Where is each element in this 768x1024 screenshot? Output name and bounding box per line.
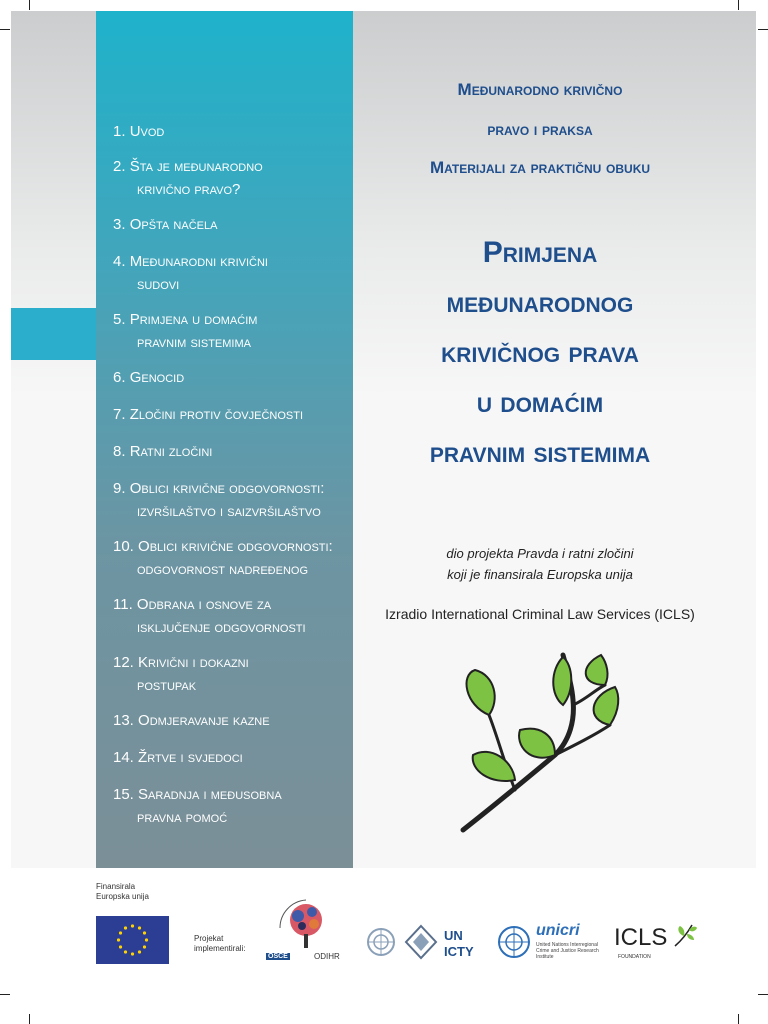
icty-label: ICTY xyxy=(444,944,474,959)
icls-subtitle: FOUNDATION xyxy=(618,954,651,960)
author-credit: Izradio International Criminal Law Services (ICLS) xyxy=(385,606,695,622)
crop-mark xyxy=(738,0,739,10)
crop-mark xyxy=(0,29,10,30)
crop-mark xyxy=(29,1014,30,1024)
icls-label: ICLS xyxy=(614,924,668,951)
table-of-contents xyxy=(113,120,353,829)
toc-item: 9. Oblici krivične odgovornosti: izvršilaštvo i saizvršilaštvo xyxy=(113,480,325,520)
toc-item: 11. Odbrana i osnove za isključenje odgovornosti xyxy=(113,596,306,636)
toc-item: 15. Saradnja i međusobna pravna pomoć xyxy=(113,786,282,826)
crop-mark xyxy=(738,1014,739,1024)
osce-label: OSCE xyxy=(268,953,288,960)
funded-by-label: Finansirala Europska unija xyxy=(96,882,149,901)
un-label: UN xyxy=(444,928,463,943)
toc-item: 5. Primjena u domaćim pravnim sistemima xyxy=(113,311,258,351)
series-title-line2: pravo i praksa xyxy=(487,120,593,139)
eu-flag-logo xyxy=(96,916,169,964)
toc-item: 8. Ratni zločini xyxy=(113,443,213,460)
crop-mark xyxy=(758,994,768,995)
implemented-by-label: Projekat implementirali: xyxy=(194,934,246,953)
toc-highlight-tab xyxy=(11,308,96,360)
odihr-label: ODIHR xyxy=(314,952,340,961)
main-title: Primjena međunarodnog krivičnog prava u domaćim pravnim sistemima xyxy=(429,236,651,469)
crop-mark xyxy=(29,0,30,10)
toc-item: 6. Genocid xyxy=(113,369,185,386)
toc-item: 7. Zločini protiv čovječnosti xyxy=(113,406,304,423)
eu-stars-icon xyxy=(96,916,169,964)
crop-mark xyxy=(758,29,768,30)
odihr-tree-logo xyxy=(272,898,340,950)
project-note-line1: dio projekta Pravda i ratni zločini xyxy=(446,546,634,561)
series-subtitle: Materijali za praktičnu obuku xyxy=(429,158,651,177)
branch-leaves-illustration xyxy=(455,645,625,835)
toc-item: 3. Opšta načela xyxy=(113,216,218,233)
icty-emblem-icon xyxy=(404,924,438,960)
unicri-label: unicri xyxy=(536,922,580,939)
toc-item: 10. Oblici krivične odgovornosti: odgovornost nadređenog xyxy=(113,538,333,578)
toc-item: 1. Uvod xyxy=(113,123,165,140)
toc-item: 14. Žrtve i svjedoci xyxy=(113,749,243,766)
unicri-subtitle: United Nations Interregional Crime and Justice Research Institute xyxy=(536,942,599,960)
series-title-line1: Međunarodno krivično xyxy=(457,80,623,99)
unicri-emblem-icon xyxy=(496,924,532,960)
crop-mark xyxy=(0,994,10,995)
toc-item: 13. Odmjeravanje kazne xyxy=(113,712,270,729)
toc-item: 4. Međunarodni krivični sudovi xyxy=(113,253,268,293)
icls-leaf-icon xyxy=(672,922,698,948)
toc-item: 12. Krivični i dokazni postupak xyxy=(113,654,249,694)
un-emblem-icon xyxy=(363,926,399,960)
project-note-line2: koji je finansirala Europska unija xyxy=(447,567,633,582)
toc-item: 2. Šta je međunarodno krivično pravo? xyxy=(113,158,263,198)
